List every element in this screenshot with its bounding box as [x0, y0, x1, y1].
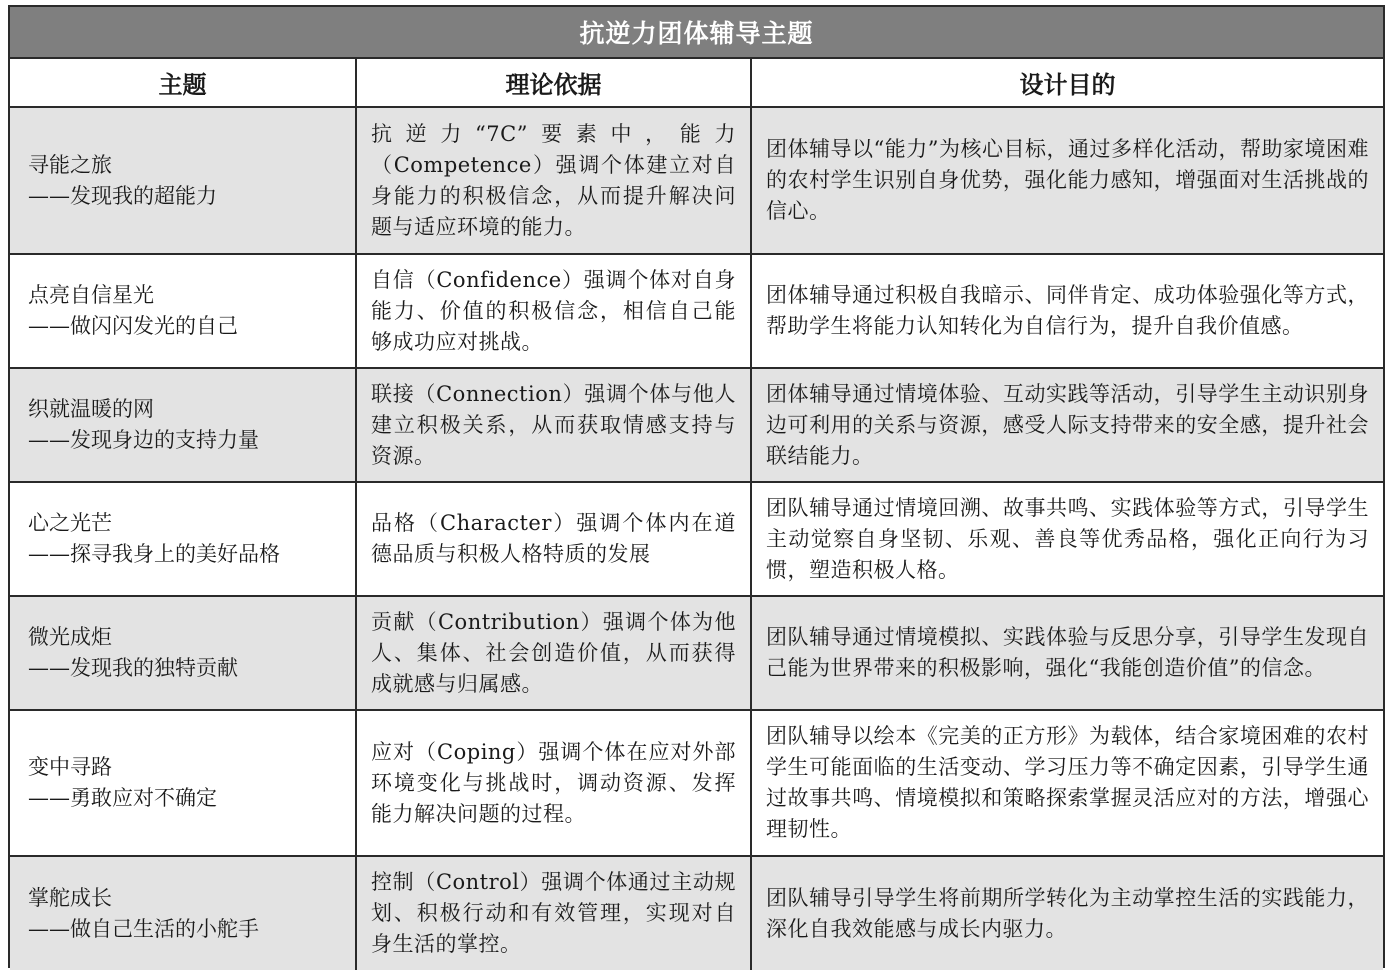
topic-main: 点亮自信星光 [28, 283, 154, 307]
basis-cell: 自信（Confidence）强调个体对自身能力、价值的积极信念，相信自己能够成功应对挑战。 [356, 254, 751, 368]
topic-main: 掌舵成长 [28, 885, 112, 910]
topic-cell [10, 596, 356, 710]
goal-cell: 团体辅导以“能力”为核心目标，通过多样化活动，帮助家境困难的农村学生识别自身优势，强化能力感知，增强面对生活挑战的信心。 [751, 107, 1383, 254]
topic-sub: ——勇敢应对不确定 [28, 786, 217, 810]
basis-cell: 控制（Control）强调个体通过主动规划、积极行动和有效管理，实现对自身生活的掌控。 [356, 856, 751, 970]
header-topic: 主题 [10, 58, 356, 107]
table-title: 抗逆力团体辅导主题 [10, 7, 1383, 58]
header-theory-basis: 理论依据 [356, 58, 751, 107]
basis-cell: 贡献（Contribution）强调个体为他人、集体、社会创造价值，从而获得成就感与归属感。 [356, 596, 751, 710]
goal-cell: 团体辅导通过积极自我暗示、同伴肯定、成功体验强化等方式，帮助学生将能力认知转化为自信行为，提升自我价值感。 [751, 254, 1383, 368]
table-row [10, 368, 1383, 482]
topic-sub: ——发现我的超能力 [28, 183, 217, 208]
topic-sub: ——发现我的独特贡献 [28, 656, 238, 680]
topic-main: 心之光芒 [28, 511, 112, 535]
table-row [10, 710, 1383, 856]
topic-main: 变中寻路 [28, 755, 112, 779]
basis-cell: 品格（Character）强调个体内在道德品质与积极人格特质的发展 [356, 482, 751, 596]
goal-cell: 团队辅导以绘本《完美的正方形》为载体，结合家境困难的农村学生可能面临的生活变动、学习压力等不确定因素，引导学生通过故事共鸣、情境模拟和策略探索掌握灵活应对的方法，增强心理韧性。 [751, 710, 1383, 856]
header-design-goal: 设计目的 [751, 58, 1383, 107]
topic-sub: ——发现身边的支持力量 [28, 428, 259, 452]
table-row [10, 482, 1383, 596]
table-row [10, 856, 1383, 970]
goal-cell: 团队辅导通过情境回溯、故事共鸣、实践体验等方式，引导学生主动觉察自身坚韧、乐观、善良等优秀品格，强化正向行为习惯，塑造积极人格。 [751, 482, 1383, 596]
topic-cell [10, 856, 356, 970]
topic-main: 织就温暖的网 [28, 397, 154, 421]
resilience-topics-table [8, 5, 1385, 968]
topic-cell [10, 368, 356, 482]
table-row [10, 107, 1383, 254]
topic-cell [10, 107, 356, 254]
topic-sub: ——做自己生活的小舵手 [28, 916, 259, 941]
goal-cell: 团队辅导引导学生将前期所学转化为主动掌控生活的实践能力，深化自我效能感与成长内驱力。 [751, 856, 1383, 970]
table [10, 7, 1383, 970]
goal-cell: 团队辅导通过情境模拟、实践体验与反思分享，引导学生发现自己能为世界带来的积极影响，强化“我能创造价值”的信念。 [751, 596, 1383, 710]
topic-cell [10, 254, 356, 368]
basis-cell: 联接（Connection）强调个体与他人建立积极关系，从而获取情感支持与资源。 [356, 368, 751, 482]
topic-sub: ——做闪闪发光的自己 [28, 314, 238, 338]
goal-cell: 团体辅导通过情境体验、互动实践等活动，引导学生主动识别身边可利用的关系与资源，感受人际支持带来的安全感，提升社会联结能力。 [751, 368, 1383, 482]
table-title-row [10, 7, 1383, 58]
topic-main: 寻能之旅 [28, 152, 112, 177]
topic-sub: ——探寻我身上的美好品格 [28, 542, 280, 566]
basis-cell: 抗逆力“7C”要素中，能力（Competence）强调个体建立对自身能力的积极信念，从而提升解决问题与适应环境的能力。 [356, 107, 751, 254]
basis-cell: 应对（Coping）强调个体在应对外部环境变化与挑战时，调动资源、发挥能力解决问题的过程。 [356, 710, 751, 856]
topic-cell [10, 710, 356, 856]
table-row [10, 596, 1383, 710]
table-row [10, 254, 1383, 368]
topic-cell [10, 482, 356, 596]
table-header-row [10, 58, 1383, 107]
topic-main: 微光成炬 [28, 625, 112, 649]
